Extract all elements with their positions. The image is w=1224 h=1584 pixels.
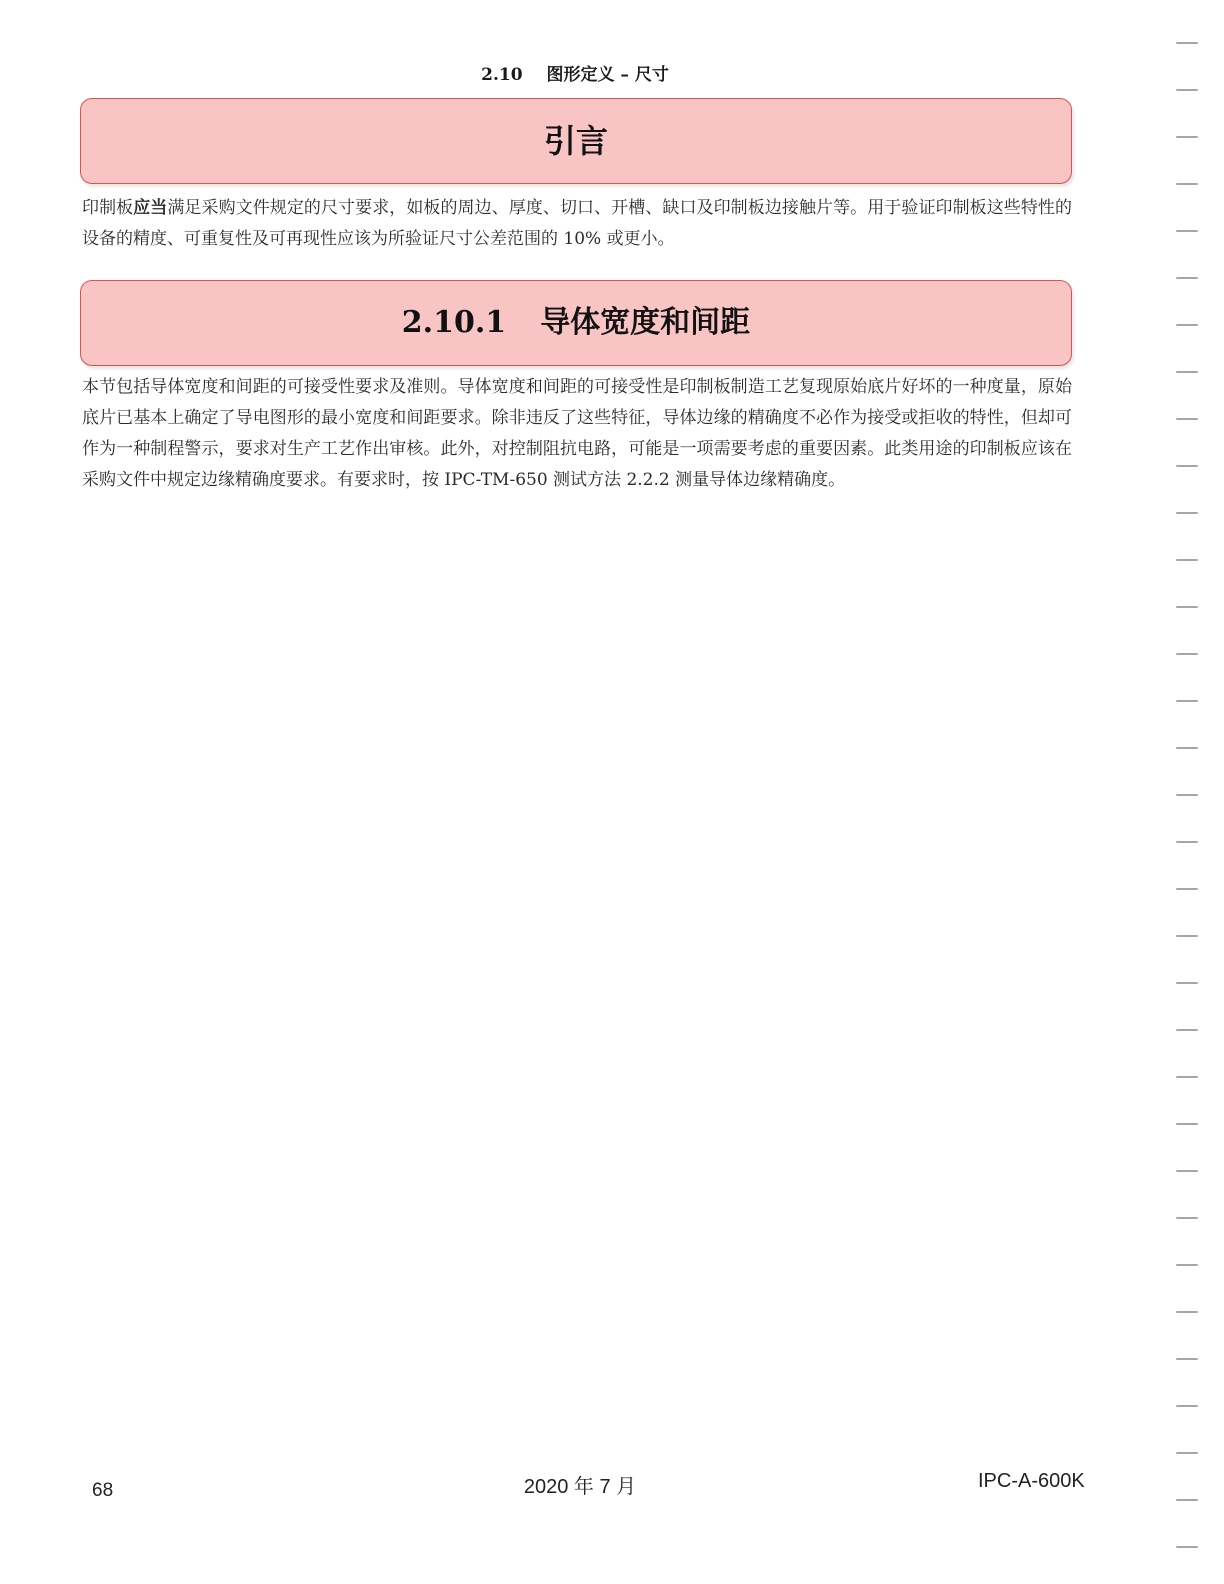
binding-hole-mark — [1176, 1076, 1198, 1078]
footer-page-number: 68 — [92, 1480, 114, 1501]
binding-hole-mark — [1176, 700, 1198, 702]
binding-hole-mark — [1176, 277, 1198, 279]
binding-hole-mark — [1176, 418, 1198, 420]
binding-hole-mark — [1176, 1358, 1198, 1360]
binding-hole-mark — [1176, 888, 1198, 890]
binding-hole-mark — [1176, 136, 1198, 138]
intro-paragraph-post: 满足采购文件规定的尺寸要求，如板的周边、厚度、切口、开槽、缺口及印制板边接触片等。用于验证印制板这些特性的设备的精度、可重复性及可再现性应该为所验证尺寸公差范围的 10% 或更小。 — [82, 198, 1073, 249]
section-banner — [80, 280, 1072, 366]
section-title: 导体宽度和间距 — [540, 305, 751, 340]
binding-hole-mark — [1176, 371, 1198, 373]
binding-hole-mark — [1176, 935, 1198, 937]
binding-holes — [1144, 0, 1224, 1584]
binding-hole-mark — [1176, 841, 1198, 843]
running-head-title: 图形定义 – 尺寸 — [546, 65, 669, 85]
binding-hole-mark — [1176, 1311, 1198, 1313]
binding-hole-mark — [1176, 89, 1198, 91]
binding-hole-mark — [1176, 653, 1198, 655]
binding-hole-mark — [1176, 324, 1198, 326]
binding-hole-mark — [1176, 1217, 1198, 1219]
binding-hole-mark — [1176, 982, 1198, 984]
footer-doc-id: IPC-A-600K — [978, 1470, 1085, 1492]
intro-banner-title: 引言 — [543, 122, 608, 160]
running-head — [0, 60, 1150, 85]
binding-hole-mark — [1176, 794, 1198, 796]
binding-hole-mark — [1176, 559, 1198, 561]
section-paragraph: 本节包括导体宽度和间距的可接受性要求及准则。导体宽度和间距的可接受性是印制板制造工艺复现原始底片好坏的一种度量，原始底片已基本上确定了导电图形的最小宽度和间距要求。除非违反了这些特征，导体边缘的精确度不必作为接受或拒收的特性，但却可作为一种制程警示，要求对生产工艺作出审核。此外，对控制阻抗电路，可能是一项需要考虑的重要因素。此类用途的印制板应该在采购文件中规定边缘精确度要求。有要求时，按 IPC-TM-650 测试方法 2.2.2 测量导体边缘精确度。 — [82, 377, 1072, 490]
intro-paragraph — [82, 193, 1072, 255]
binding-hole-mark — [1176, 1170, 1198, 1172]
binding-hole-mark — [1176, 1123, 1198, 1125]
binding-hole-mark — [1176, 42, 1198, 44]
intro-banner — [80, 98, 1072, 184]
intro-paragraph-emphasis: 应当 — [133, 198, 168, 218]
binding-hole-mark — [1176, 465, 1198, 467]
binding-hole-mark — [1176, 512, 1198, 514]
binding-hole-mark — [1176, 1499, 1198, 1501]
binding-hole-mark — [1176, 1029, 1198, 1031]
binding-hole-mark — [1176, 1546, 1198, 1548]
binding-hole-mark — [1176, 1405, 1198, 1407]
intro-paragraph-pre: 印制板 — [82, 198, 134, 218]
binding-hole-mark — [1176, 1264, 1198, 1266]
footer-date: 2020 年 7 月 — [523, 1476, 637, 1498]
binding-hole-mark — [1176, 183, 1198, 185]
running-head-number: 2.10 — [481, 65, 523, 85]
binding-hole-mark — [1176, 230, 1198, 232]
section-number: 2.10.1 — [401, 305, 507, 340]
binding-hole-mark — [1176, 606, 1198, 608]
binding-hole-mark — [1176, 747, 1198, 749]
binding-hole-mark — [1176, 1452, 1198, 1454]
